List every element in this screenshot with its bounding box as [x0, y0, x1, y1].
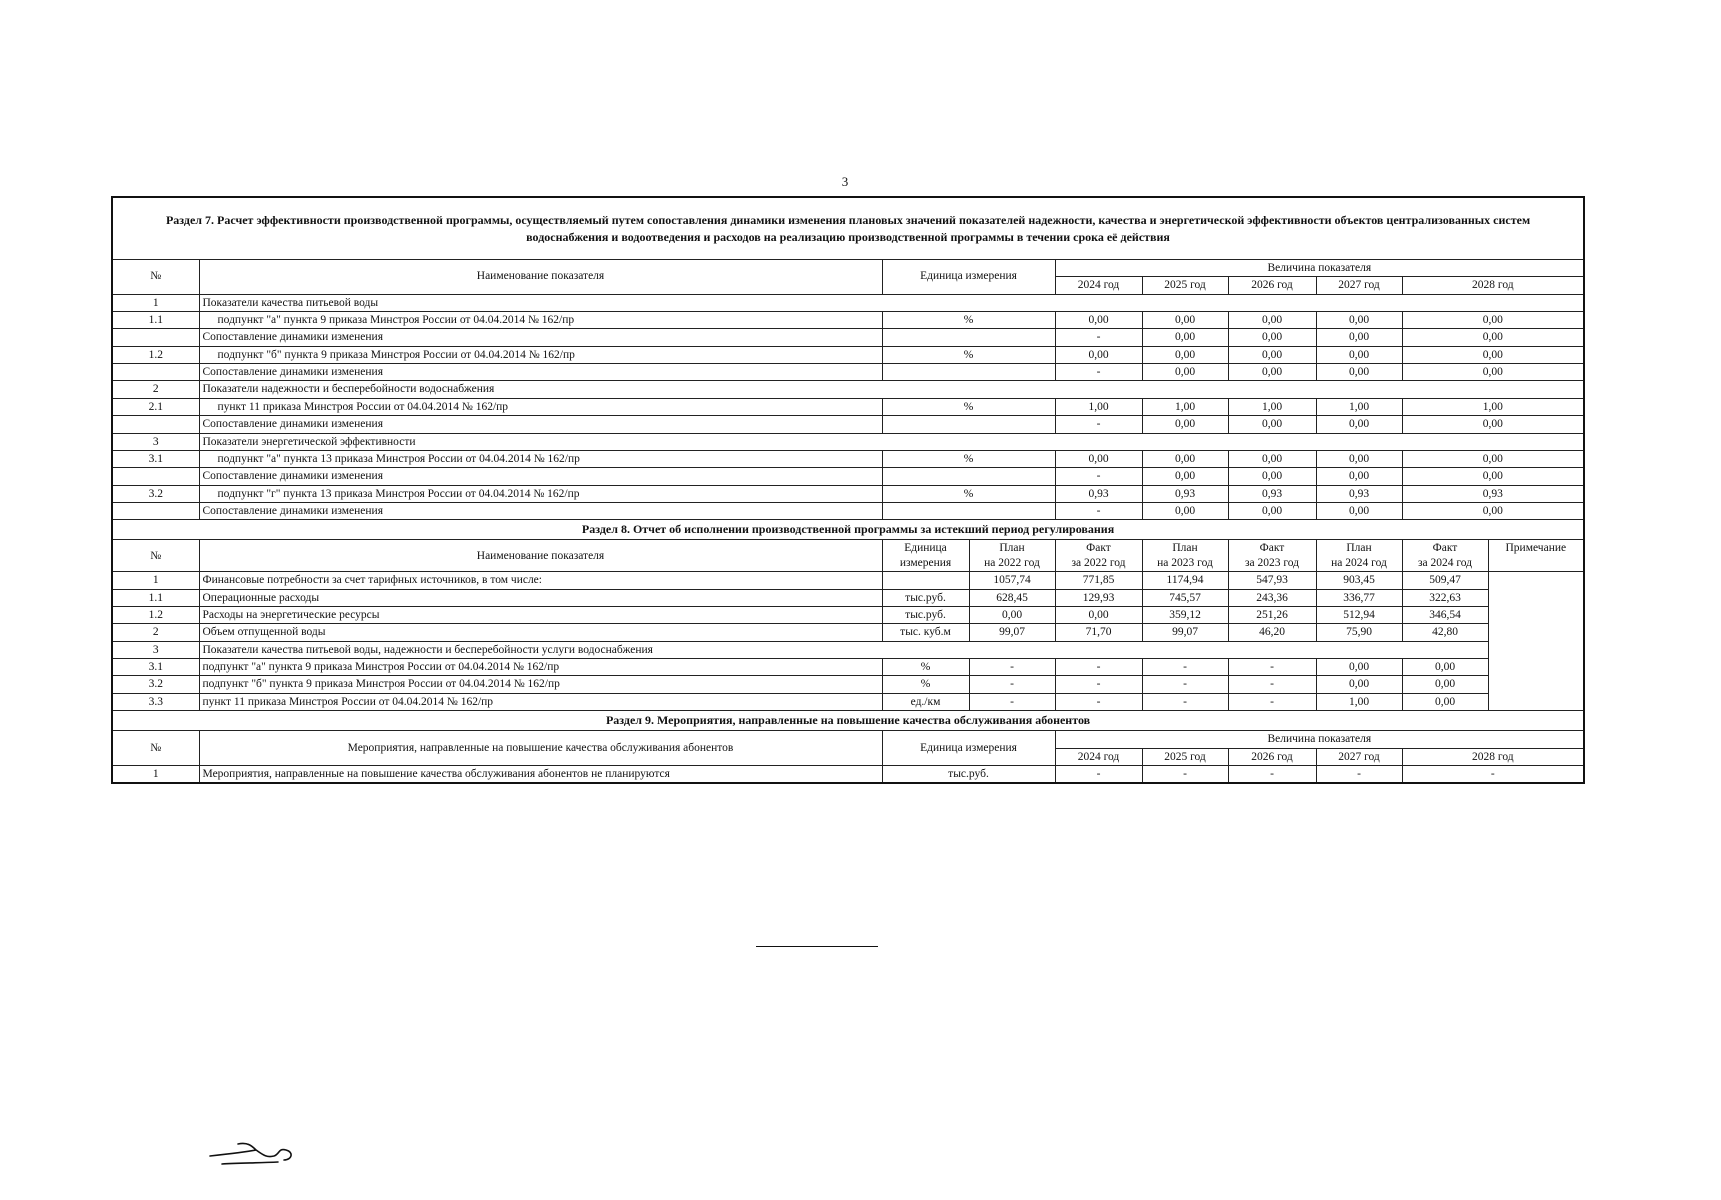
value-cell: 0,00: [1402, 450, 1584, 467]
unit-cell: [882, 572, 969, 589]
value-cell: -: [1055, 329, 1142, 346]
value-cell: 0,00: [1142, 364, 1228, 381]
table-row: [112, 468, 1584, 485]
value-cell: 0,00: [1142, 416, 1228, 433]
header-unit: Единица измерения: [882, 731, 1055, 766]
value-cell: 1174,94: [1142, 572, 1228, 589]
row-number: 3: [112, 433, 199, 450]
value-cell: 243,36: [1228, 589, 1316, 606]
indicator-name: Расходы на энергетические ресурсы: [199, 606, 882, 623]
value-cell: -: [1402, 765, 1584, 783]
row-number: 1: [112, 765, 199, 783]
row-number: 1: [112, 294, 199, 311]
table-row: [112, 641, 1584, 658]
year-header: 2024 год: [1055, 748, 1142, 765]
header-plan-2024: План на 2024 год: [1316, 540, 1402, 572]
value-cell: 1,00: [1316, 693, 1402, 710]
header-fact-2024: Факт за 2024 год: [1402, 540, 1488, 572]
value-cell: 0,00: [1402, 364, 1584, 381]
unit-cell: %: [882, 676, 969, 693]
table-row: [112, 606, 1584, 623]
indicator-name: Мероприятия, направленные на повышение качества обслуживания абонентов не планируются: [199, 765, 882, 783]
value-cell: 0,00: [1142, 450, 1228, 467]
value-cell: 0,00: [1402, 416, 1584, 433]
signature-mark: [208, 1130, 318, 1170]
group-heading: Показатели качества питьевой воды, надежности и бесперебойности услуги водоснабжения: [199, 641, 1488, 658]
unit-cell: %: [882, 346, 1055, 363]
unit-cell: тыс.руб.: [882, 765, 1055, 783]
value-cell: 0,93: [1316, 485, 1402, 502]
value-cell: 0,00: [1228, 364, 1316, 381]
value-cell: 0,00: [1228, 311, 1316, 328]
indicator-name: Сопоставление динамики изменения: [199, 416, 882, 433]
indicator-name: пункт 11 приказа Минстроя России от 04.04.2014 № 162/пр: [199, 398, 882, 415]
value-cell: -: [1055, 659, 1142, 676]
indicator-name: подпункт "б" пункта 9 приказа Минстроя России от 04.04.2014 № 162/пр: [199, 346, 882, 363]
value-cell: 0,00: [1316, 311, 1402, 328]
value-cell: 1,00: [1402, 398, 1584, 415]
table-row: [112, 485, 1584, 502]
row-number: 3.2: [112, 485, 199, 502]
value-cell: -: [1228, 659, 1316, 676]
header-num: №: [112, 731, 199, 766]
table-row: [112, 329, 1584, 346]
row-number: [112, 503, 199, 520]
value-cell: 512,94: [1316, 606, 1402, 623]
value-cell: 0,00: [1402, 346, 1584, 363]
year-header: 2026 год: [1228, 748, 1316, 765]
unit-cell: %: [882, 485, 1055, 502]
row-number: [112, 364, 199, 381]
value-cell: 99,07: [1142, 624, 1228, 641]
row-number: 2: [112, 624, 199, 641]
value-cell: -: [1228, 676, 1316, 693]
value-cell: -: [1142, 693, 1228, 710]
header-num: №: [112, 540, 199, 572]
unit-cell: %: [882, 311, 1055, 328]
value-cell: 0,00: [1055, 450, 1142, 467]
table-row: [112, 364, 1584, 381]
unit-cell: тыс.руб.: [882, 606, 969, 623]
indicator-name: подпункт "б" пункта 9 приказа Минстроя России от 04.04.2014 № 162/пр: [199, 676, 882, 693]
unit-cell: [882, 503, 1055, 520]
value-cell: 0,00: [1316, 329, 1402, 346]
value-cell: -: [969, 693, 1055, 710]
value-cell: 99,07: [969, 624, 1055, 641]
value-cell: 0,00: [1142, 311, 1228, 328]
row-number: 3: [112, 641, 199, 658]
indicator-name: Финансовые потребности за счет тарифных источников, в том числе:: [199, 572, 882, 589]
row-number: 1.2: [112, 346, 199, 363]
value-cell: 0,00: [1316, 659, 1402, 676]
section7-body: [112, 294, 1584, 520]
year-header: 2025 год: [1142, 748, 1228, 765]
header-name: Мероприятия, направленные на повышение качества обслуживания абонентов: [199, 731, 882, 766]
value-cell: 0,93: [1142, 485, 1228, 502]
table-row: [112, 624, 1584, 641]
indicator-name: Сопоставление динамики изменения: [199, 503, 882, 520]
header-note: Примечание: [1488, 540, 1584, 572]
year-header: 2027 год: [1316, 277, 1402, 294]
row-number: 3.1: [112, 450, 199, 467]
indicator-name: Сопоставление динамики изменения: [199, 364, 882, 381]
value-cell: 322,63: [1402, 589, 1488, 606]
section8-body: [112, 572, 1584, 711]
value-cell: 0,00: [1142, 503, 1228, 520]
value-cell: -: [1055, 765, 1142, 783]
value-cell: -: [969, 676, 1055, 693]
document-tables: [111, 196, 1583, 784]
table-row: [112, 381, 1584, 398]
year-header: 2026 год: [1228, 277, 1316, 294]
value-cell: -: [1228, 765, 1316, 783]
value-cell: 0,00: [1055, 311, 1142, 328]
value-cell: 0,93: [1055, 485, 1142, 502]
table-row: [112, 503, 1584, 520]
value-cell: 0,00: [1228, 468, 1316, 485]
value-cell: 0,00: [1402, 468, 1584, 485]
row-number: 2.1: [112, 398, 199, 415]
table-row: [112, 765, 1584, 783]
indicator-name: Операционные расходы: [199, 589, 882, 606]
value-cell: -: [1055, 416, 1142, 433]
unit-cell: %: [882, 450, 1055, 467]
row-number: 1.2: [112, 606, 199, 623]
value-cell: 0,00: [1055, 346, 1142, 363]
unit-cell: %: [882, 398, 1055, 415]
value-cell: 0,00: [1142, 346, 1228, 363]
value-cell: 0,00: [1402, 311, 1584, 328]
value-cell: 1,00: [1228, 398, 1316, 415]
group-heading: Показатели энергетической эффективности: [199, 433, 1584, 450]
value-cell: -: [1142, 765, 1228, 783]
unit-cell: [882, 416, 1055, 433]
value-cell: 0,00: [1316, 346, 1402, 363]
table-row: [112, 589, 1584, 606]
value-cell: 0,00: [1228, 346, 1316, 363]
row-number: 1.1: [112, 589, 199, 606]
row-number: [112, 329, 199, 346]
value-cell: -: [1228, 693, 1316, 710]
table-row: [112, 416, 1584, 433]
section9-body: [112, 765, 1584, 783]
value-cell: 0,00: [1142, 468, 1228, 485]
year-header: 2024 год: [1055, 277, 1142, 294]
header-name: Наименование показателя: [199, 259, 882, 294]
value-cell: 251,26: [1228, 606, 1316, 623]
header-plan-2022: План на 2022 год: [969, 540, 1055, 572]
indicator-name: Объем отпущенной воды: [199, 624, 882, 641]
table-row: [112, 294, 1584, 311]
value-cell: 0,00: [1228, 329, 1316, 346]
row-number: 3.3: [112, 693, 199, 710]
header-plan-2023: План на 2023 год: [1142, 540, 1228, 572]
value-cell: 0,00: [1402, 503, 1584, 520]
row-number: 3.1: [112, 659, 199, 676]
indicator-name: подпункт "г" пункта 13 приказа Минстроя России от 04.04.2014 № 162/пр: [199, 485, 882, 502]
row-number: 1.1: [112, 311, 199, 328]
value-cell: 0,00: [1402, 693, 1488, 710]
value-cell: 745,57: [1142, 589, 1228, 606]
header-unit: Единица измерения: [882, 540, 969, 572]
header-fact-2022: Факт за 2022 год: [1055, 540, 1142, 572]
value-cell: 346,54: [1402, 606, 1488, 623]
value-cell: -: [1055, 693, 1142, 710]
value-cell: 547,93: [1228, 572, 1316, 589]
value-cell: 0,00: [1402, 676, 1488, 693]
indicator-name: пункт 11 приказа Минстроя России от 04.04.2014 № 162/пр: [199, 693, 882, 710]
table-row: [112, 693, 1584, 710]
value-cell: 1,00: [1142, 398, 1228, 415]
value-cell: 903,45: [1316, 572, 1402, 589]
value-cell: 0,00: [1316, 450, 1402, 467]
header-num: №: [112, 259, 199, 294]
unit-cell: [882, 364, 1055, 381]
value-cell: 771,85: [1055, 572, 1142, 589]
value-cell: 0,00: [1316, 676, 1402, 693]
row-number: [112, 416, 199, 433]
header-value: Величина показателя: [1055, 259, 1584, 276]
indicator-name: подпункт "а" пункта 9 приказа Минстроя России от 04.04.2014 № 162/пр: [199, 659, 882, 676]
unit-cell: [882, 468, 1055, 485]
value-cell: -: [1142, 659, 1228, 676]
value-cell: -: [1055, 503, 1142, 520]
unit-cell: [882, 329, 1055, 346]
value-cell: 71,70: [1055, 624, 1142, 641]
table-row: [112, 676, 1584, 693]
value-cell: 0,00: [1402, 659, 1488, 676]
header-name: Наименование показателя: [199, 540, 882, 572]
value-cell: 336,77: [1316, 589, 1402, 606]
value-cell: 46,20: [1228, 624, 1316, 641]
indicator-name: подпункт "а" пункта 13 приказа Минстроя России от 04.04.2014 № 162/пр: [199, 450, 882, 467]
value-cell: 0,00: [1228, 503, 1316, 520]
group-heading: Показатели качества питьевой воды: [199, 294, 1584, 311]
value-cell: 0,00: [1142, 329, 1228, 346]
row-number: 1: [112, 572, 199, 589]
table-row: [112, 311, 1584, 328]
end-divider-line: [756, 946, 878, 947]
value-cell: 0,00: [1228, 416, 1316, 433]
section7-header-row: [112, 259, 1584, 276]
table-row: [112, 433, 1584, 450]
value-cell: 509,47: [1402, 572, 1488, 589]
table-row: [112, 450, 1584, 467]
value-cell: 1,00: [1316, 398, 1402, 415]
year-header: 2028 год: [1402, 277, 1584, 294]
value-cell: 628,45: [969, 589, 1055, 606]
section9-title: Раздел 9. Мероприятия, направленные на повышение качества обслуживания абонентов: [112, 711, 1584, 731]
header-unit: Единица измерения: [882, 259, 1055, 294]
year-header: 2027 год: [1316, 748, 1402, 765]
section8-title: Раздел 8. Отчет об исполнении производственной программы за истекший период регулирования: [112, 520, 1584, 540]
table-row: [112, 659, 1584, 676]
unit-cell: %: [882, 659, 969, 676]
header-fact-2023: Факт за 2023 год: [1228, 540, 1316, 572]
row-number: [112, 468, 199, 485]
value-cell: 1,00: [1055, 398, 1142, 415]
value-cell: 1057,74: [969, 572, 1055, 589]
value-cell: 0,00: [1316, 503, 1402, 520]
page-number: 3: [841, 174, 849, 189]
indicator-name: Сопоставление динамики изменения: [199, 468, 882, 485]
section7-title: Раздел 7. Расчет эффективности производственной программы, осуществляемый путем сопоставления динамики изменения плановых значений показателей надежности, качества и энергетической эффективности объектов централизованных систем водоснабжения и водоотведения и расходов на реализацию производственной программы в течении срока её действия: [112, 197, 1584, 259]
value-cell: 359,12: [1142, 606, 1228, 623]
value-cell: 0,00: [1055, 606, 1142, 623]
header-value: Величина показателя: [1055, 731, 1584, 748]
value-cell: 129,93: [1055, 589, 1142, 606]
table-row: [112, 346, 1584, 363]
unit-cell: тыс.руб.: [882, 589, 969, 606]
group-heading: Показатели надежности и бесперебойности водоснабжения: [199, 381, 1584, 398]
value-cell: -: [1055, 468, 1142, 485]
production-program-table: [111, 196, 1585, 784]
value-cell: 0,00: [969, 606, 1055, 623]
value-cell: 42,80: [1402, 624, 1488, 641]
indicator-name: Сопоставление динамики изменения: [199, 329, 882, 346]
unit-cell: тыс. куб.м: [882, 624, 969, 641]
value-cell: 0,00: [1316, 364, 1402, 381]
value-cell: 0,93: [1402, 485, 1584, 502]
row-number: 3.2: [112, 676, 199, 693]
value-cell: 0,00: [1228, 450, 1316, 467]
value-cell: 75,90: [1316, 624, 1402, 641]
section9-header-row: [112, 731, 1584, 748]
value-cell: 0,00: [1402, 329, 1584, 346]
unit-cell: ед./км: [882, 693, 969, 710]
value-cell: -: [1055, 364, 1142, 381]
value-cell: 0,00: [1316, 468, 1402, 485]
indicator-name: подпункт "а" пункта 9 приказа Минстроя России от 04.04.2014 № 162/пр: [199, 311, 882, 328]
row-number: 2: [112, 381, 199, 398]
year-header: 2028 год: [1402, 748, 1584, 765]
value-cell: 0,93: [1228, 485, 1316, 502]
table-row: [112, 572, 1584, 589]
table-row: [112, 398, 1584, 415]
value-cell: -: [1142, 676, 1228, 693]
note-cell: [1488, 572, 1584, 711]
section8-header-row: [112, 540, 1584, 572]
value-cell: 0,00: [1316, 416, 1402, 433]
value-cell: -: [1055, 676, 1142, 693]
value-cell: -: [969, 659, 1055, 676]
year-header: 2025 год: [1142, 277, 1228, 294]
value-cell: -: [1316, 765, 1402, 783]
